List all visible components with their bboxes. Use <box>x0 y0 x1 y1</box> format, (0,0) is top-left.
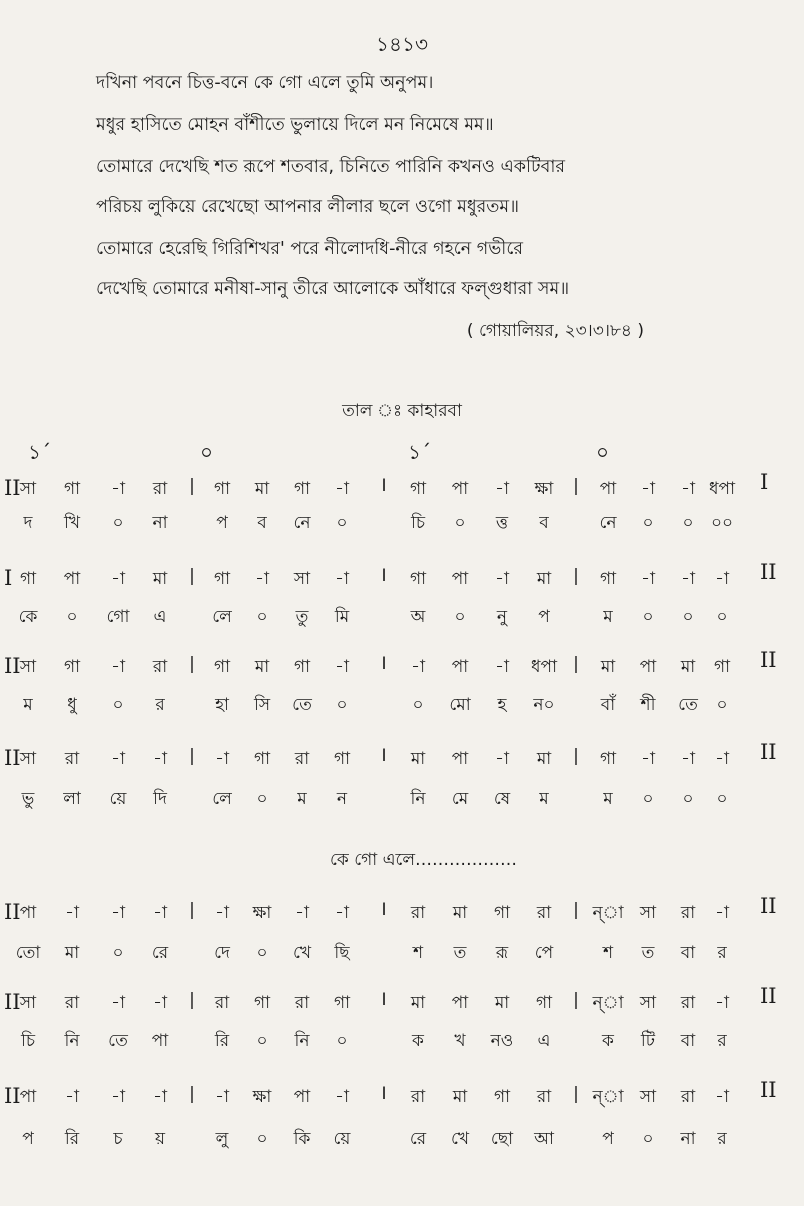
note-cell: গা <box>253 749 271 769</box>
syllable-cell: প <box>22 1129 34 1149</box>
note-cell: ধপা <box>709 479 735 499</box>
syllable-cell: ০ <box>336 695 348 715</box>
bar-start-marker: II <box>4 900 21 924</box>
note-cell: মা <box>536 749 552 769</box>
note-cell: -া <box>495 749 509 769</box>
syllable-cell: না <box>152 513 168 533</box>
syllable-cell: ম <box>297 789 307 809</box>
syllable-cell: হা <box>215 695 229 715</box>
note-cell: মা <box>536 569 552 589</box>
note-cell: পা <box>451 749 469 769</box>
note-cell: সা <box>639 993 657 1013</box>
bar-end-marker: II <box>760 1078 777 1102</box>
syllable-cell: কি <box>293 1129 311 1149</box>
note-cell: গা <box>19 569 37 589</box>
syllable-cell: ০ <box>716 789 728 809</box>
note-cell: ন্া <box>592 993 624 1013</box>
bar-divider: | <box>189 566 195 586</box>
note-cell: রা <box>64 993 80 1013</box>
syllable-cell: ম <box>539 789 549 809</box>
syllable-cell: হ <box>497 695 507 715</box>
note-cell: -া <box>153 749 167 769</box>
syllable-cell: আ <box>534 1129 554 1149</box>
note-cell: সা <box>19 993 37 1013</box>
bar-end-marker: II <box>760 560 777 584</box>
note-cell: গা <box>333 749 351 769</box>
note-cell: ক্ষা <box>534 479 554 499</box>
notation-row <box>0 560 804 594</box>
syllable-cell: ০ <box>256 1129 268 1149</box>
lyric-line: দখিনা পবনে চিত্ত-বনে কে গো এলে তুমি অনুপম। <box>96 73 434 93</box>
note-cell: পা <box>451 569 469 589</box>
note-cell: মা <box>494 993 510 1013</box>
bar-start-marker: II <box>4 990 21 1014</box>
syllable-row <box>0 510 804 538</box>
tala-marker: ১´ <box>28 440 51 464</box>
syllable-cell: রি <box>64 1129 80 1149</box>
note-cell: গা <box>63 657 81 677</box>
syllable-cell: শ <box>412 943 424 963</box>
syllable-cell: ছি <box>334 943 350 963</box>
note-cell: -া <box>641 749 655 769</box>
syllable-cell: ০ <box>256 789 268 809</box>
syllable-cell: ০ <box>112 513 124 533</box>
note-cell: গা <box>333 993 351 1013</box>
note-cell: -া <box>65 1087 79 1107</box>
bar-divider: | <box>189 990 195 1010</box>
syllable-cell: র <box>717 943 727 963</box>
bar-divider: | <box>189 654 195 674</box>
syllable-cell: শী <box>640 695 656 715</box>
syllable-cell: বা <box>680 1031 696 1051</box>
note-cell: রা <box>680 1087 696 1107</box>
note-cell: পা <box>451 993 469 1013</box>
syllable-cell: খ <box>454 1031 466 1051</box>
bar-end-marker: II <box>760 740 777 764</box>
syllable-cell: ০ <box>454 513 466 533</box>
syllable-cell: ০ <box>642 607 654 627</box>
note-cell: গা <box>493 903 511 923</box>
note-cell: মা <box>452 903 468 923</box>
note-cell: ন্া <box>592 1087 624 1107</box>
syllable-cell: ম <box>603 789 613 809</box>
syllable-cell: ০ <box>642 789 654 809</box>
bar-divider: | <box>573 746 579 766</box>
note-cell: ক্ষা <box>252 1087 272 1107</box>
bar-end-marker: I <box>760 470 769 494</box>
note-cell: -া <box>65 903 79 923</box>
syllable-cell: ০ <box>336 513 348 533</box>
bar-divider: | <box>573 1084 579 1104</box>
bar-start-marker: II <box>4 746 21 770</box>
lyric-line: মধুর হাসিতে মোহন বাঁশীতে ভুলায়ে দিলে মন নিমেষে মম॥ <box>96 115 494 135</box>
syllable-cell: এ <box>537 1031 551 1051</box>
bar-start-marker: II <box>4 654 21 678</box>
syllable-cell: শ <box>602 943 614 963</box>
syllable-cell: বা <box>680 943 696 963</box>
lyric-line: পরিচয় লুকিয়ে রেখেছো আপনার লীলার ছলে ওগো মধুরতম॥ <box>96 197 520 217</box>
syllable-row <box>0 940 804 968</box>
note-cell: -া <box>335 1087 349 1107</box>
notation-row <box>0 1078 804 1112</box>
note-cell: গা <box>409 569 427 589</box>
tala-heading: তাল ঃ কাহারবা <box>342 401 462 421</box>
syllable-cell: ০০ <box>710 513 734 533</box>
bar-divider: I <box>381 476 387 496</box>
note-cell: -া <box>411 657 425 677</box>
note-cell: গা <box>409 479 427 499</box>
note-cell: -া <box>681 479 695 499</box>
note-cell: মা <box>452 1087 468 1107</box>
notation-row <box>0 894 804 928</box>
syllable-cell: রূ <box>495 943 509 963</box>
tala-marker: ১´ <box>408 440 431 464</box>
syllable-cell: দে <box>214 943 230 963</box>
note-cell: মা <box>254 657 270 677</box>
note-cell: পা <box>451 479 469 499</box>
bar-divider: I <box>381 990 387 1010</box>
note-cell: গা <box>599 749 617 769</box>
syllable-cell: তে <box>292 695 312 715</box>
note-cell: -া <box>335 657 349 677</box>
syllable-cell: এ <box>153 607 167 627</box>
bar-start-marker: I <box>4 566 13 590</box>
lyric-line: তোমারে হেরেছি গিরিশিখর' পরে নীলোদধি-নীরে গহনে গভীরে <box>96 239 523 259</box>
note-cell: পা <box>293 1087 311 1107</box>
note-cell: পা <box>639 657 657 677</box>
note-cell: পা <box>451 657 469 677</box>
bar-divider: | <box>189 746 195 766</box>
syllable-cell: ষে <box>493 789 511 809</box>
syllable-cell: ত <box>641 943 655 963</box>
note-cell: গা <box>293 479 311 499</box>
syllable-cell: ০ <box>112 695 124 715</box>
syllable-row <box>0 786 804 814</box>
syllable-cell: লে <box>212 789 232 809</box>
note-cell: -া <box>215 749 229 769</box>
syllable-cell: য় <box>154 1129 165 1149</box>
note-cell: -া <box>111 993 125 1013</box>
syllable-cell: খি <box>63 513 81 533</box>
syllable-cell: ছো <box>490 1129 514 1149</box>
bar-end-marker: II <box>760 984 777 1008</box>
note-cell: -া <box>641 569 655 589</box>
syllable-cell: নি <box>294 1031 310 1051</box>
syllable-cell: ০ <box>642 513 654 533</box>
note-cell: গা <box>213 569 231 589</box>
bar-divider: | <box>573 476 579 496</box>
syllable-cell: দি <box>153 789 167 809</box>
syllable-cell: ক <box>412 1031 424 1051</box>
note-cell: -া <box>715 1087 729 1107</box>
syllable-cell: ন <box>336 789 348 809</box>
bar-end-marker: II <box>760 894 777 918</box>
note-cell: রা <box>680 993 696 1013</box>
syllable-row <box>0 604 804 632</box>
syllable-cell: ভু <box>21 789 35 809</box>
syllable-cell: চি <box>410 513 426 533</box>
syllable-cell: ম <box>23 695 33 715</box>
syllable-cell: য়ে <box>109 789 127 809</box>
syllable-cell: র <box>717 1031 727 1051</box>
note-cell: -া <box>153 1087 167 1107</box>
note-cell: -া <box>111 749 125 769</box>
syllable-cell: নি <box>410 789 426 809</box>
syllable-cell: মা <box>64 943 80 963</box>
note-cell: -া <box>153 903 167 923</box>
syllable-cell: ০ <box>682 607 694 627</box>
note-cell: মা <box>600 657 616 677</box>
syllable-cell: মো <box>449 695 471 715</box>
note-cell: -া <box>255 569 269 589</box>
syllable-cell: তে <box>108 1031 128 1051</box>
syllable-cell: ০ <box>412 695 424 715</box>
syllable-row <box>0 1126 804 1154</box>
bar-divider: I <box>381 566 387 586</box>
notation-row <box>0 470 804 504</box>
syllable-cell: রে <box>151 943 169 963</box>
note-cell: -া <box>681 569 695 589</box>
note-cell: পা <box>19 903 37 923</box>
syllable-cell: মে <box>451 789 469 809</box>
syllable-cell: য়ে <box>333 1129 351 1149</box>
syllable-cell: কে <box>18 607 38 627</box>
notation-row <box>0 740 804 774</box>
bar-divider: I <box>381 746 387 766</box>
syllable-cell: চি <box>20 1031 36 1051</box>
syllable-cell: নে <box>293 513 311 533</box>
note-cell: রা <box>294 993 310 1013</box>
notation-row <box>0 984 804 1018</box>
syllable-cell: ০ <box>682 789 694 809</box>
syllable-cell: ব <box>257 513 267 533</box>
note-cell: -া <box>111 657 125 677</box>
note-cell: গা <box>213 479 231 499</box>
note-cell: রা <box>536 1087 552 1107</box>
syllable-cell: না <box>680 1129 696 1149</box>
note-cell: গা <box>535 993 553 1013</box>
note-cell: গা <box>293 657 311 677</box>
syllable-cell: লা <box>63 789 81 809</box>
syllable-cell: ০ <box>256 943 268 963</box>
note-cell: মা <box>680 657 696 677</box>
note-cell: -া <box>335 569 349 589</box>
note-cell: -া <box>111 903 125 923</box>
note-cell: -া <box>295 903 309 923</box>
syllable-cell: চ <box>113 1129 123 1149</box>
note-cell: -া <box>715 903 729 923</box>
note-cell: গা <box>493 1087 511 1107</box>
syllable-cell: ০ <box>682 513 694 533</box>
note-cell: সা <box>639 1087 657 1107</box>
syllable-cell: ০ <box>716 607 728 627</box>
syllable-cell: ত <box>453 943 467 963</box>
syllable-cell: ০ <box>256 1031 268 1051</box>
note-cell: রা <box>536 903 552 923</box>
note-cell: -া <box>335 479 349 499</box>
syllable-cell: পে <box>534 943 554 963</box>
syllable-cell: পা <box>151 1031 169 1051</box>
note-cell: রা <box>410 1087 426 1107</box>
syllable-cell: ০ <box>256 607 268 627</box>
note-cell: রা <box>152 657 168 677</box>
syllable-cell: ০ <box>642 1129 654 1149</box>
syllable-cell: টি <box>640 1031 656 1051</box>
bar-divider: I <box>381 1084 387 1104</box>
note-cell: -া <box>495 657 509 677</box>
syllable-cell: তু <box>295 607 309 627</box>
bar-divider: | <box>573 900 579 920</box>
note-cell: -া <box>715 749 729 769</box>
syllable-cell: মি <box>334 607 350 627</box>
tala-marker: ০ <box>596 440 610 464</box>
syllable-cell: ধু <box>67 695 77 715</box>
bar-end-marker: II <box>760 648 777 672</box>
note-cell: সা <box>19 749 37 769</box>
syllable-cell: ০ <box>454 607 466 627</box>
note-cell: গা <box>213 657 231 677</box>
syllable-cell: গো <box>106 607 130 627</box>
note-cell: সা <box>293 569 311 589</box>
note-cell: -া <box>111 479 125 499</box>
syllable-cell: ০ <box>716 695 728 715</box>
note-cell: মা <box>152 569 168 589</box>
note-cell: -া <box>153 993 167 1013</box>
note-cell: মা <box>410 993 426 1013</box>
syllable-cell: নে <box>599 513 617 533</box>
note-cell: গা <box>713 657 731 677</box>
syllable-cell: লু <box>215 1129 229 1149</box>
syllable-row <box>0 1028 804 1056</box>
note-cell: -া <box>681 749 695 769</box>
bar-divider: | <box>573 990 579 1010</box>
note-cell: গা <box>253 993 271 1013</box>
note-cell: রা <box>680 903 696 923</box>
syllable-cell: ০ <box>336 1031 348 1051</box>
syllable-cell: ত্ত <box>495 513 509 533</box>
note-cell: পা <box>599 479 617 499</box>
note-cell: গা <box>63 479 81 499</box>
syllable-cell: নি <box>64 1031 80 1051</box>
syllable-cell: তে <box>678 695 698 715</box>
bar-divider: | <box>189 476 195 496</box>
syllable-cell: ০ <box>112 943 124 963</box>
bar-divider: | <box>573 566 579 586</box>
syllable-cell: লে <box>212 607 232 627</box>
syllable-cell: ন০ <box>533 695 555 715</box>
syllable-cell: খে <box>450 1129 470 1149</box>
note-cell: রা <box>294 749 310 769</box>
syllable-cell: ব <box>539 513 549 533</box>
note-cell: মা <box>254 479 270 499</box>
note-cell: রা <box>64 749 80 769</box>
note-cell: ন্া <box>592 903 624 923</box>
syllable-cell: রি <box>214 1031 230 1051</box>
note-cell: রা <box>410 903 426 923</box>
note-cell: গা <box>599 569 617 589</box>
syllable-cell: ম <box>603 607 613 627</box>
note-cell: -া <box>641 479 655 499</box>
note-cell: সা <box>639 903 657 923</box>
note-cell: -া <box>215 1087 229 1107</box>
lyric-line: দেখেছি তোমারে মনীষা-সানু তীরে আলোকে আঁধারে ফল্গুধারা সম॥ <box>96 279 570 299</box>
note-cell: -া <box>715 993 729 1013</box>
bar-divider: | <box>189 900 195 920</box>
bar-start-marker: II <box>4 476 21 500</box>
syllable-cell: খে <box>292 943 312 963</box>
note-cell: -া <box>335 903 349 923</box>
note-cell: রা <box>214 993 230 1013</box>
refrain-cue: কে গো এলে……………… <box>330 850 517 870</box>
syllable-row <box>0 692 804 720</box>
note-cell: -া <box>715 569 729 589</box>
syllable-cell: প <box>538 607 550 627</box>
note-cell: পা <box>63 569 81 589</box>
note-cell: -া <box>495 569 509 589</box>
bar-divider: | <box>573 654 579 674</box>
tala-marker: ০ <box>200 440 214 464</box>
page-number: ১৪১৩ <box>376 32 428 56</box>
syllable-cell: র <box>717 1129 727 1149</box>
bar-divider: | <box>189 1084 195 1104</box>
note-cell: -া <box>111 569 125 589</box>
syllable-cell: তো <box>15 943 41 963</box>
note-cell: পা <box>19 1087 37 1107</box>
syllable-cell: বাঁ <box>600 695 616 715</box>
note-cell: রা <box>152 479 168 499</box>
syllable-cell: র <box>155 695 165 715</box>
note-cell: -া <box>111 1087 125 1107</box>
bar-start-marker: II <box>4 1084 21 1108</box>
syllable-cell: অ <box>410 607 426 627</box>
note-cell: -া <box>215 903 229 923</box>
syllable-cell: প <box>216 513 228 533</box>
credit-line: ( গোয়ালিয়র, ২৩।৩।৮৪ ) <box>466 321 644 341</box>
syllable-cell: দ <box>23 513 33 533</box>
bar-divider: I <box>381 654 387 674</box>
syllable-cell: নও <box>490 1031 514 1051</box>
bar-divider: I <box>381 900 387 920</box>
notation-row <box>0 648 804 682</box>
syllable-cell: সি <box>253 695 271 715</box>
syllable-cell: রে <box>409 1129 427 1149</box>
note-cell: সা <box>19 479 37 499</box>
syllable-cell: ক <box>602 1031 614 1051</box>
syllable-cell: নু <box>496 607 508 627</box>
syllable-cell: ০ <box>66 607 78 627</box>
note-cell: মা <box>410 749 426 769</box>
note-cell: সা <box>19 657 37 677</box>
note-cell: ক্ষা <box>252 903 272 923</box>
lyric-line: তোমারে দেখেছি শত রূপে শতবার, চিনিতে পারিনি কখনও একটিবার <box>96 157 566 177</box>
note-cell: ধপা <box>531 657 557 677</box>
note-cell: -া <box>495 479 509 499</box>
syllable-cell: প <box>602 1129 614 1149</box>
